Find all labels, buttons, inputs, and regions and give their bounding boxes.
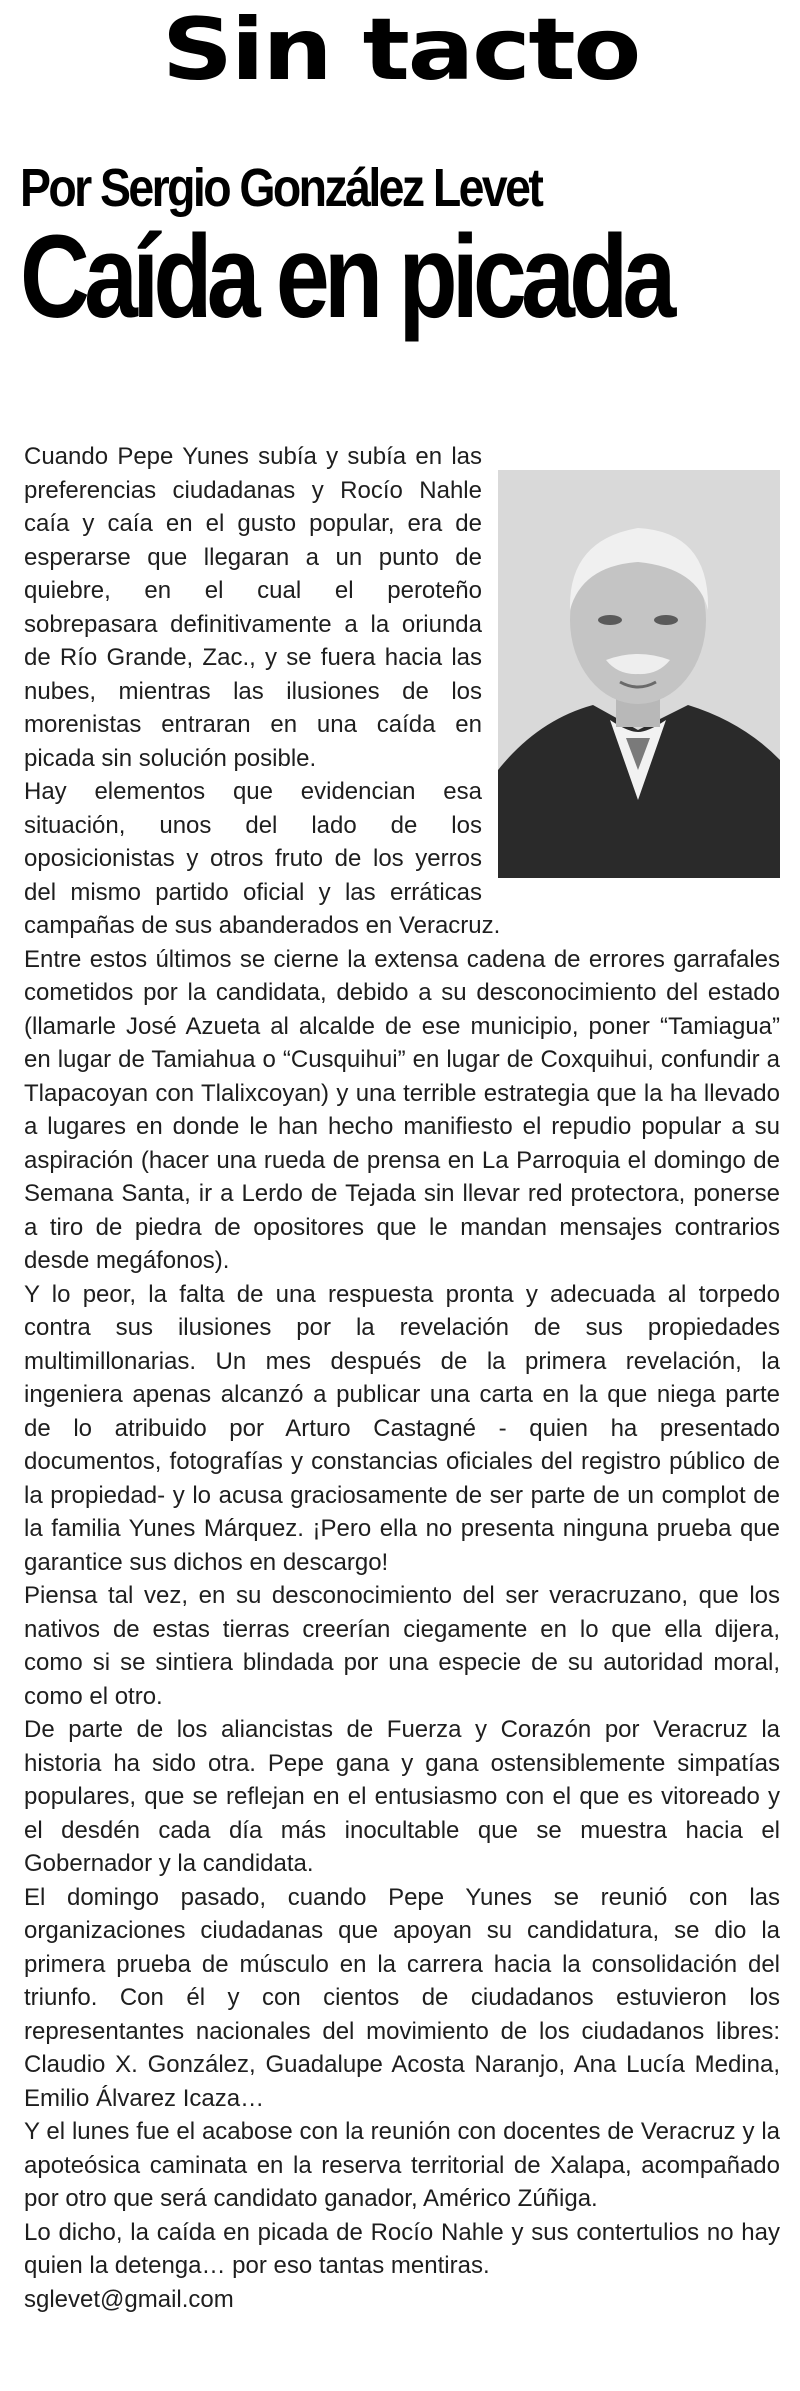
paragraph: Cuando Pepe Yunes subía y subía en las preferencias ciudadanas y Rocío Nahle caía y caía en el gusto popular, era de esperarse que llegaran a un punto de quiebre, en el cual el peroteño sobrepasara definitivamente a la oriunda de Río Grande, Zac., y se fuera hacia las nubes, mientras las ilusiones de los morenistas entraran en una caída en picada sin solución posible. — [24, 443, 482, 772]
section-title: Sin tacto — [161, 0, 639, 100]
paragraph: Lo dicho, la caída en picada de Rocío Nahle y sus contertulios no hay quien la detenga… por eso tantas mentiras. — [24, 2218, 780, 2279]
author-byline: Por Sergio González Levet — [20, 158, 542, 218]
paragraph: Y lo peor, la falta de una respuesta pronta y adecuada al torpedo contra sus ilusiones por la revelación de sus propiedades multimillonarias. Un mes después de la primera revelación, la ingeniera apenas alcanzó a publicar una carta en la que niega parte de lo atribuido por Arturo Castagné - quien ha presentado documentos, fotografías y constancias oficiales del registro público de la propiedad- y lo acusa graciosamente de ser parte de un complot de la familia Yunes Márquez. ¡Pero ella no presenta ninguna prueba que garantice sus dichos en descargo! — [24, 1280, 780, 1576]
paragraph: Piensa tal vez, en su desconocimiento del ser veracruzano, que los nativos de estas tierras creerían ciegamente en lo que ella dijera, como si se sintiera blindada por una especie de su autoridad moral, como el otro. — [24, 1582, 780, 1710]
paragraph: Entre estos últimos se cierne la extensa cadena de errores garrafales cometidos por la candidata, debido a su desconocimiento del estado (llamarle José Azueta al alcalde de ese municipio, poner “Tamiagua” en lugar de Tamiahua o “Cusquihui” en lugar de Coxquihui, confundir a Tlapacoyan con Tlalixcoyan) y una terrible estrategia que la ha llevado a lugares en donde le han hecho manifiesto el repudio popular a su aspiración (hacer una rueda de prensa en La Parroquia el domingo de Semana Santa, ir a Lerdo de Tejada sin llevar red protectora, ponerse a tiro de piedra de opositores que le mandan mensajes contrarios desde megáfonos). — [24, 945, 780, 1274]
article-body — [24, 440, 780, 2316]
section-masthead — [0, 0, 800, 100]
author-email: sglevet@gmail.com — [24, 2285, 234, 2313]
paragraph: Y el lunes fue el acabose con la reunión con docentes de Veracruz y la apoteósica caminata en la reserva territorial de Xalapa, acompañado por otro que será candidato ganador, Américo Zúñiga. — [24, 2118, 780, 2212]
author-photo — [498, 470, 780, 878]
paragraph: Hay elementos que evidencian esa situación, unos del lado de los oposicionistas y otros fruto de los yerros del mismo partido oficial y las erráticas campañas de sus abanderados en Veracruz. — [24, 778, 501, 939]
paragraph: El domingo pasado, cuando Pepe Yunes se reunió con las organizaciones ciudadanas que apoyan su candidatura, se dio la primera prueba de músculo en la carrera hacia la consolidación del triunfo. Con él y con cientos de ciudadanos estuvieron los representantes nacionales del movimiento de los ciudadanos libres: Claudio X. González, Guadalupe Acosta Naranjo, Ana Lucía Medina, Emilio Álvarez Icaza… — [24, 1883, 780, 2112]
article-headline: Caída en picada — [20, 211, 671, 343]
paragraph: De parte de los aliancistas de Fuerza y Corazón por Veracruz la historia ha sido otra. Pepe gana y gana ostensiblemente simpatías populares, que se reflejan en el entusiasmo con el que es vitoreado y el desdén cada día más inocultable que se muestra hacia el Gobernador y la candidata. — [24, 1716, 780, 1877]
author-portrait-image — [498, 470, 780, 878]
